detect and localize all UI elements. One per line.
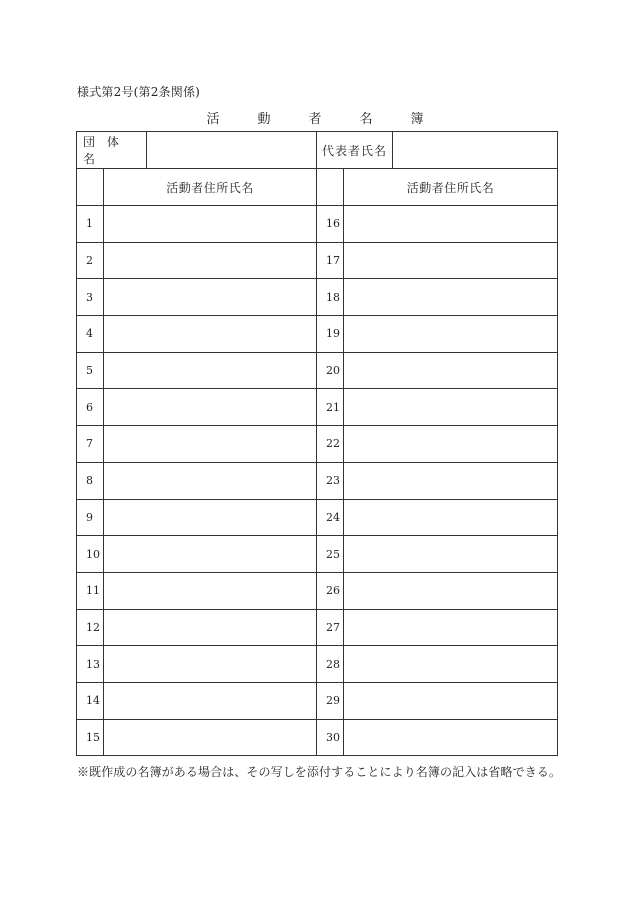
entry-field-right[interactable] [344, 682, 558, 719]
title-char: 簿 [410, 112, 424, 127]
entry-field-right[interactable] [344, 426, 558, 463]
entry-field-left[interactable] [104, 242, 317, 279]
row-number-left: 6 [77, 389, 104, 426]
row-number-left: 10 [77, 536, 104, 573]
entry-field-right[interactable] [344, 719, 558, 756]
entry-field-left[interactable] [104, 316, 317, 353]
row-number-right: 16 [317, 206, 344, 243]
row-number-left: 13 [77, 646, 104, 683]
row-number-left: 14 [77, 682, 104, 719]
column-header-right: 活動者住所氏名 [344, 169, 558, 206]
table-row [77, 719, 558, 756]
row-number-right: 18 [317, 279, 344, 316]
row-number-left: 15 [77, 719, 104, 756]
document-title [0, 108, 630, 127]
table-row [77, 682, 558, 719]
row-number-right: 28 [317, 646, 344, 683]
entry-field-left[interactable] [104, 389, 317, 426]
row-number-left: 5 [77, 352, 104, 389]
table-row [77, 279, 558, 316]
entry-field-right[interactable] [344, 389, 558, 426]
row-number-right: 26 [317, 572, 344, 609]
entry-field-left[interactable] [104, 462, 317, 499]
column-header-row [77, 169, 558, 206]
entry-field-right[interactable] [344, 206, 558, 243]
row-number-left: 7 [77, 426, 104, 463]
row-number-right: 22 [317, 426, 344, 463]
row-number-left: 4 [77, 316, 104, 353]
entry-field-right[interactable] [344, 609, 558, 646]
row-number-left: 8 [77, 462, 104, 499]
row-number-left: 9 [77, 499, 104, 536]
row-number-right: 30 [317, 719, 344, 756]
table-row [77, 646, 558, 683]
table-row [77, 206, 558, 243]
group-info-row [77, 132, 558, 169]
group-name-field[interactable] [147, 132, 317, 169]
title-char: 名 [359, 112, 373, 127]
entry-field-right[interactable] [344, 646, 558, 683]
table-row [77, 242, 558, 279]
entry-field-right[interactable] [344, 499, 558, 536]
entry-field-left[interactable] [104, 536, 317, 573]
row-number-right: 19 [317, 316, 344, 353]
entry-field-left[interactable] [104, 609, 317, 646]
row-number-right: 27 [317, 609, 344, 646]
row-number-right: 20 [317, 352, 344, 389]
entry-field-left[interactable] [104, 352, 317, 389]
column-header-left: 活動者住所氏名 [104, 169, 317, 206]
entry-field-right[interactable] [344, 462, 558, 499]
entry-field-left[interactable] [104, 499, 317, 536]
row-number-left: 2 [77, 242, 104, 279]
representative-field[interactable] [393, 132, 558, 169]
title-char: 者 [308, 112, 322, 127]
title-char: 活 [206, 112, 220, 127]
number-column-header [77, 169, 104, 206]
entry-field-right[interactable] [344, 352, 558, 389]
entry-field-left[interactable] [104, 426, 317, 463]
form-number: 様式第2号(第2条関係) [77, 85, 201, 99]
entry-field-right[interactable] [344, 536, 558, 573]
entry-field-right[interactable] [344, 279, 558, 316]
entry-field-right[interactable] [344, 572, 558, 609]
row-number-right: 21 [317, 389, 344, 426]
row-number-left: 1 [77, 206, 104, 243]
table-row [77, 316, 558, 353]
row-number-right: 23 [317, 462, 344, 499]
row-number-right: 25 [317, 536, 344, 573]
number-column-header [317, 169, 344, 206]
table-row [77, 389, 558, 426]
table-row [77, 536, 558, 573]
row-number-left: 12 [77, 609, 104, 646]
entry-field-right[interactable] [344, 316, 558, 353]
table-row [77, 352, 558, 389]
table-row [77, 609, 558, 646]
footnote: ※既作成の名簿がある場合は、その写しを添付することにより名簿の記入は省略できる。 [77, 765, 562, 779]
entry-field-left[interactable] [104, 572, 317, 609]
row-number-left: 11 [77, 572, 104, 609]
entry-field-left[interactable] [104, 279, 317, 316]
entry-field-left[interactable] [104, 682, 317, 719]
row-number-left: 3 [77, 279, 104, 316]
row-number-right: 24 [317, 499, 344, 536]
entry-field-right[interactable] [344, 242, 558, 279]
table-row [77, 426, 558, 463]
row-number-right: 17 [317, 242, 344, 279]
group-name-label: 団 体 名 [77, 132, 147, 169]
representative-label: 代表者氏名 [317, 132, 393, 169]
roster-table [76, 131, 558, 756]
entry-field-left[interactable] [104, 206, 317, 243]
row-number-right: 29 [317, 682, 344, 719]
table-row [77, 572, 558, 609]
entry-field-left[interactable] [104, 646, 317, 683]
table-row [77, 462, 558, 499]
title-char: 動 [257, 112, 271, 127]
table-row [77, 499, 558, 536]
entry-field-left[interactable] [104, 719, 317, 756]
